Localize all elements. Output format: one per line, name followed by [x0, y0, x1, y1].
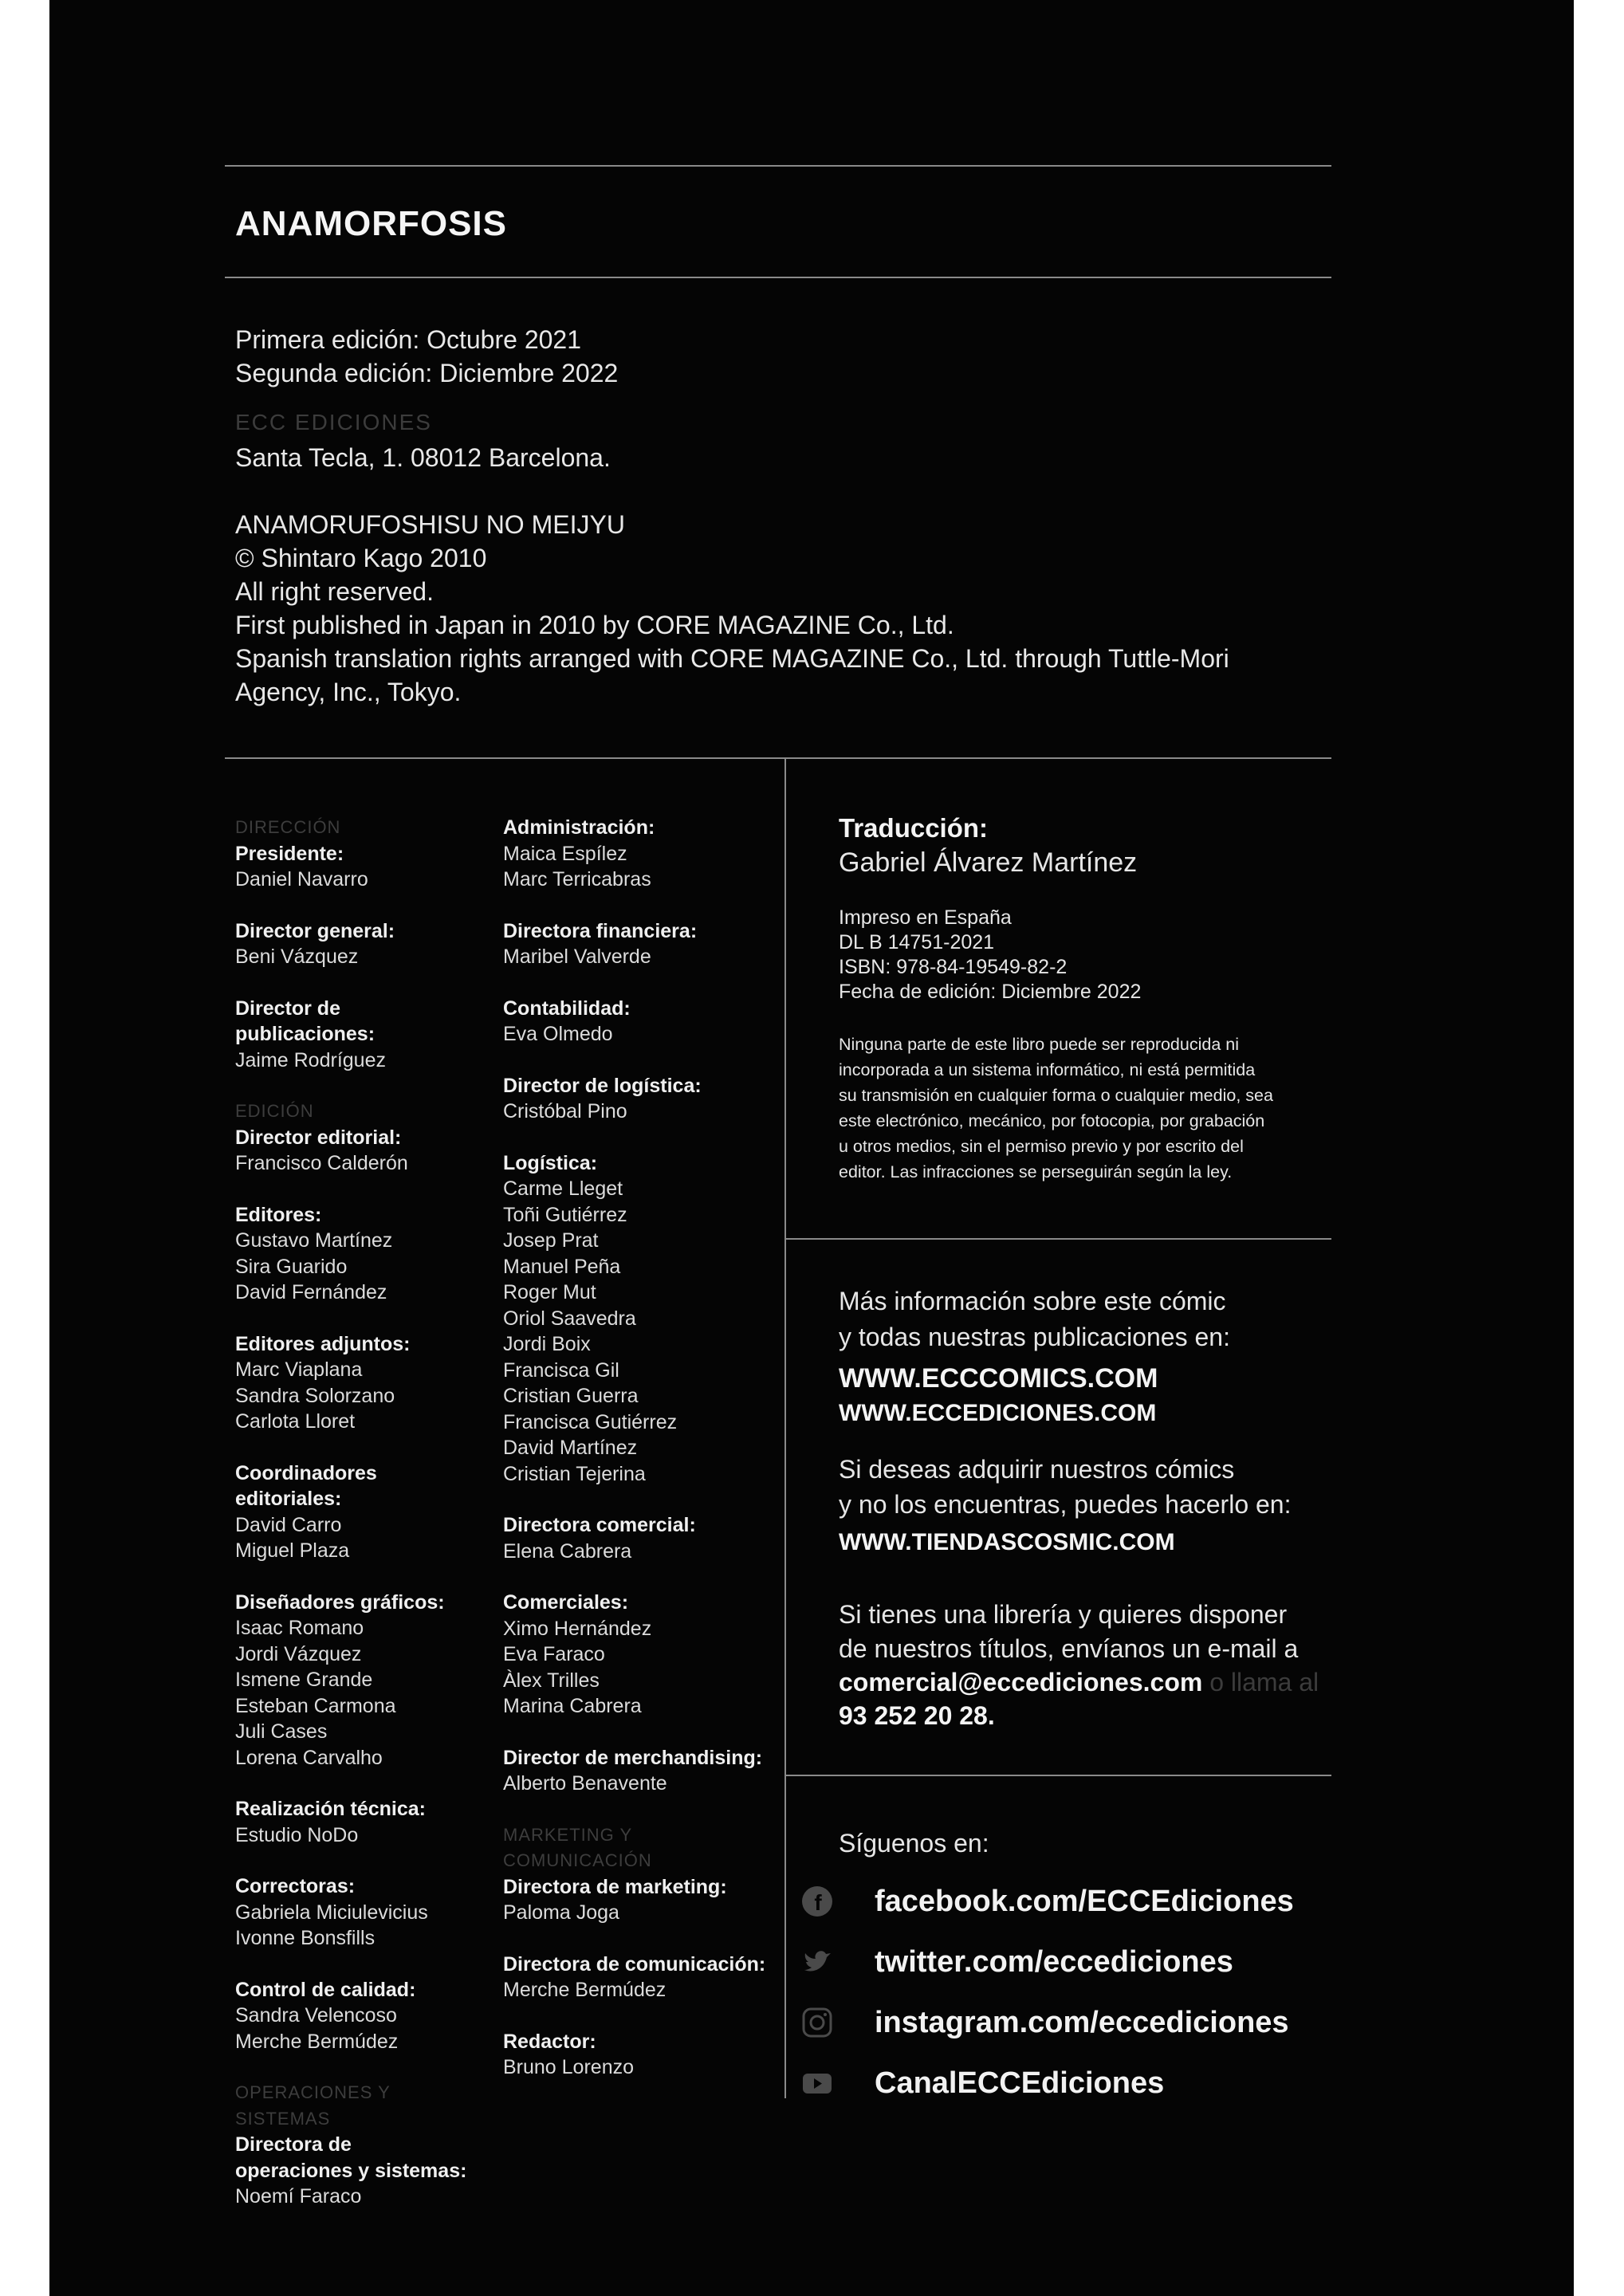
publisher-address: Santa Tecla, 1. 08012 Barcelona. [235, 443, 611, 472]
credit-block [503, 970, 766, 1048]
person-name: Francisco Calderón [235, 1152, 408, 1174]
person-name: Noemí Faraco [235, 2185, 362, 2208]
person-name: Maica Espílez [503, 842, 627, 865]
role-title: Directora comercial: [503, 1514, 696, 1536]
person-name: David Fernández [235, 1281, 387, 1303]
role-title: Comerciales: [503, 1591, 629, 1614]
person-name: Daniel Navarro [235, 868, 368, 890]
role-title: Contabilidad: [503, 997, 631, 1020]
credit-block [235, 1435, 474, 1564]
publisher-name: ECC EDICIONES [235, 410, 432, 434]
more-info-text: y todas nuestras publicaciones en: [839, 1323, 1230, 1351]
divider [225, 165, 1331, 167]
person-name: Sira Guarido [235, 1255, 348, 1278]
role-title: Logística: [503, 1151, 598, 1174]
credit-block [235, 1771, 474, 1848]
instagram-icon [801, 2007, 833, 2038]
column-divider [784, 759, 786, 2098]
person-name: David Carro [235, 1513, 342, 1536]
person-name: Marina Cabrera [503, 1695, 642, 1717]
credits-column-middle [503, 815, 766, 2081]
section-heading: OPERACIONES Y SISTEMAS [235, 2082, 391, 2129]
translation-label: Traducción: [839, 813, 989, 843]
legal-line: Ninguna parte de este libro puede ser reproducida ni [839, 1035, 1239, 1054]
role-title: Director general: [235, 919, 395, 942]
role-title: Director de logística: [503, 1074, 702, 1097]
credit-block [503, 1487, 766, 1564]
print-info-line: DL B 14751-2021 [839, 931, 995, 953]
person-name: Miguel Plaza [235, 1539, 350, 1562]
person-name: Josep Prat [503, 1229, 599, 1252]
social-link-text: twitter.com/eccediciones [875, 1944, 1233, 1979]
person-name: Toñi Gutiérrez [503, 1203, 627, 1226]
role-title: Director de publicaciones: [235, 997, 376, 1045]
person-name: Merche Bermúdez [503, 1979, 667, 2001]
divider [225, 277, 1331, 278]
rights-line: All right reserved. [235, 577, 434, 606]
legal-line: incorporada a un sistema informático, ni está permitida [839, 1060, 1256, 1079]
person-name: Roger Mut [503, 1281, 596, 1303]
print-info-line: ISBN: 978-84-19549-82-2 [839, 956, 1068, 978]
person-name: David Martínez [503, 1437, 638, 1459]
rights-line: ANAMORUFOSHISU NO MEIJYU [235, 510, 625, 539]
credit-block [235, 970, 474, 1074]
youtube-link[interactable] [801, 2064, 1164, 2102]
credits-column-left [235, 815, 474, 2210]
email-link[interactable]: comercial@eccediciones.com [839, 1668, 1203, 1696]
rights-line: First published in Japan in 2010 by CORE MAGAZINE Co., Ltd. [235, 611, 954, 639]
role-title: Control de calidad: [235, 1978, 416, 2001]
person-name: Esteban Carmona [235, 1694, 396, 1717]
person-name: Maribel Valverde [503, 946, 651, 968]
role-title: Directora de marketing: [503, 1875, 727, 1898]
social-link-text: facebook.com/ECCEdiciones [875, 1884, 1294, 1918]
store-info-text: de nuestros títulos, envíanos un e-mail a [839, 1634, 1299, 1663]
credit-block [235, 1177, 474, 1306]
person-name: Marc Terricabras [503, 868, 651, 890]
social-link-text: instagram.com/eccediciones [875, 2005, 1289, 2039]
role-title: Administración: [503, 816, 655, 839]
person-name: Cristian Guerra [503, 1385, 639, 1407]
person-name: Isaac Romano [235, 1617, 364, 1639]
person-name: Gustavo Martínez [235, 1229, 393, 1252]
phone-number: 93 252 20 28. [839, 1701, 995, 1730]
person-name: Àlex Trilles [503, 1669, 600, 1692]
second-edition: Segunda edición: Diciembre 2022 [235, 359, 619, 387]
eccediciones-link[interactable]: WWW.ECCEDICIONES.COM [839, 1400, 1157, 1426]
person-name: Elena Cabrera [503, 1539, 632, 1563]
legal-line: editor. Las infracciones se perseguirán según la ley. [839, 1162, 1233, 1181]
role-title: Directora de operaciones y sistemas: [235, 2133, 467, 2182]
credit-block [503, 1048, 766, 1125]
role-title: Directora de comunicación: [503, 1952, 766, 1976]
role-title: Correctoras: [235, 1875, 356, 1897]
section-heading: MARKETING Y COMUNICACIÓN [503, 1824, 652, 1870]
person-name: Manuel Peña [503, 1255, 621, 1278]
ecccomics-link[interactable]: WWW.ECCCOMICS.COM [839, 1363, 1158, 1394]
translator-name: Gabriel Álvarez Martínez [839, 847, 1138, 878]
role-title: Realización técnica: [235, 1798, 426, 1820]
divider [225, 757, 1331, 759]
credit-block [235, 1073, 474, 1177]
person-name: Sandra Solorzano [235, 1384, 395, 1407]
person-name: Ximo Hernández [503, 1617, 652, 1640]
facebook-link[interactable] [801, 1882, 1294, 1921]
person-name: Eva Faraco [503, 1643, 605, 1665]
person-name: Alberto Benavente [503, 1772, 667, 1795]
credit-block [235, 2054, 474, 2210]
call-text: o llama al [1202, 1668, 1319, 1696]
person-name: Oriol Saavedra [503, 1307, 636, 1330]
person-name: Beni Vázquez [235, 946, 359, 968]
credit-block [503, 1564, 766, 1720]
role-title: Editores adjuntos: [235, 1332, 411, 1355]
credit-block [503, 1797, 766, 1926]
role-title: Presidente: [235, 842, 344, 865]
role-title: Director editorial: [235, 1126, 402, 1149]
tiendascosmic-link[interactable]: WWW.TIENDASCOSMIC.COM [839, 1529, 1175, 1555]
credit-block [503, 1720, 766, 1797]
twitter-link[interactable] [801, 1943, 1233, 1981]
rights-line: Agency, Inc., Tokyo. [235, 678, 462, 706]
person-name: Marc Viaplana [235, 1358, 363, 1381]
credit-block [503, 815, 766, 893]
person-name: Merche Bermúdez [235, 2030, 399, 2053]
person-name: Estudio NoDo [235, 1823, 359, 1846]
person-name: Eva Olmedo [503, 1023, 613, 1045]
person-name: Sandra Velencoso [235, 2004, 397, 2027]
legal-line: u otros medios, sin el permiso previo y por escrito del [839, 1137, 1244, 1156]
role-title: Editores: [235, 1203, 322, 1226]
buy-info-text: y no los encuentras, puedes hacerlo en: [839, 1490, 1292, 1519]
instagram-link[interactable] [801, 2003, 1289, 2042]
credit-block [503, 1125, 766, 1488]
person-name: Lorena Carvalho [235, 1746, 383, 1769]
person-name: Cristian Tejerina [503, 1462, 646, 1485]
more-info-text: Más información sobre este cómic [839, 1287, 1226, 1315]
person-name: Paloma Joga [503, 1901, 619, 1924]
person-name: Carme Lleget [503, 1177, 623, 1200]
credit-block [235, 1952, 474, 2055]
credit-block [235, 815, 474, 893]
person-name: Carlota Lloret [235, 1410, 356, 1433]
buy-info-text: Si deseas adquirir nuestros cómics [839, 1455, 1235, 1484]
role-title: Redactor: [503, 2030, 596, 2053]
book-title: ANAMORFOSIS [235, 204, 507, 243]
social-label: Síguenos en: [839, 1829, 989, 1858]
twitter-icon [801, 1946, 833, 1978]
person-name: Jordi Vázquez [235, 1642, 362, 1665]
person-name: Gabriela Miciulevicius [235, 1901, 428, 1924]
credit-block [503, 893, 766, 970]
person-name: Jaime Rodríguez [235, 1048, 386, 1071]
svg-text:f: f [814, 1890, 822, 1915]
credit-block [503, 1926, 766, 2003]
person-name: Francisca Gutiérrez [503, 1410, 678, 1433]
rights-line: Spanish translation rights arranged with CORE MAGAZINE Co., Ltd. through Tuttle-Mori [235, 644, 1229, 673]
credit-block [235, 1848, 474, 1952]
role-title: Directora financiera: [503, 919, 698, 942]
social-link-text: CanalECCEdiciones [875, 2066, 1165, 2100]
credit-block [235, 1564, 474, 1771]
store-info-text: Si tienes una librería y quieres disponer [839, 1600, 1288, 1629]
youtube-icon [801, 2067, 833, 2099]
person-name: Jordi Boix [503, 1333, 591, 1355]
person-name: Ismene Grande [235, 1669, 373, 1691]
role-title: Coordinadores editoriales: [235, 1461, 377, 1510]
legal-line: su transmisión en cualquier forma o cualquier medio, sea [839, 1086, 1273, 1105]
first-edition: Primera edición: Octubre 2021 [235, 325, 581, 354]
section-heading: EDICIÓN [235, 1101, 314, 1121]
rights-line: © Shintaro Kago 2010 [235, 544, 487, 572]
person-name: Ivonne Bonsfills [235, 1927, 376, 1949]
facebook-icon [801, 1885, 833, 1917]
role-title: Diseñadores gráficos: [235, 1590, 445, 1614]
contact-line [839, 1668, 1319, 1697]
divider [786, 1775, 1331, 1776]
legal-line: este electrónico, mecánico, por fotocopia, por grabación [839, 1111, 1265, 1130]
person-name: Bruno Lorenzo [503, 2056, 635, 2078]
person-name: Juli Cases [235, 1720, 328, 1743]
person-name: Francisca Gil [503, 1358, 619, 1382]
credit-block [503, 2003, 766, 2081]
credit-block [235, 893, 474, 970]
credit-block [235, 1306, 474, 1435]
section-heading: DIRECCIÓN [235, 817, 341, 837]
role-title: Director de merchandising: [503, 1746, 763, 1769]
divider [786, 1238, 1331, 1240]
person-name: Cristóbal Pino [503, 1100, 627, 1122]
print-info-line: Impreso en España [839, 906, 1012, 929]
print-info-line: Fecha de edición: Diciembre 2022 [839, 981, 1142, 1003]
